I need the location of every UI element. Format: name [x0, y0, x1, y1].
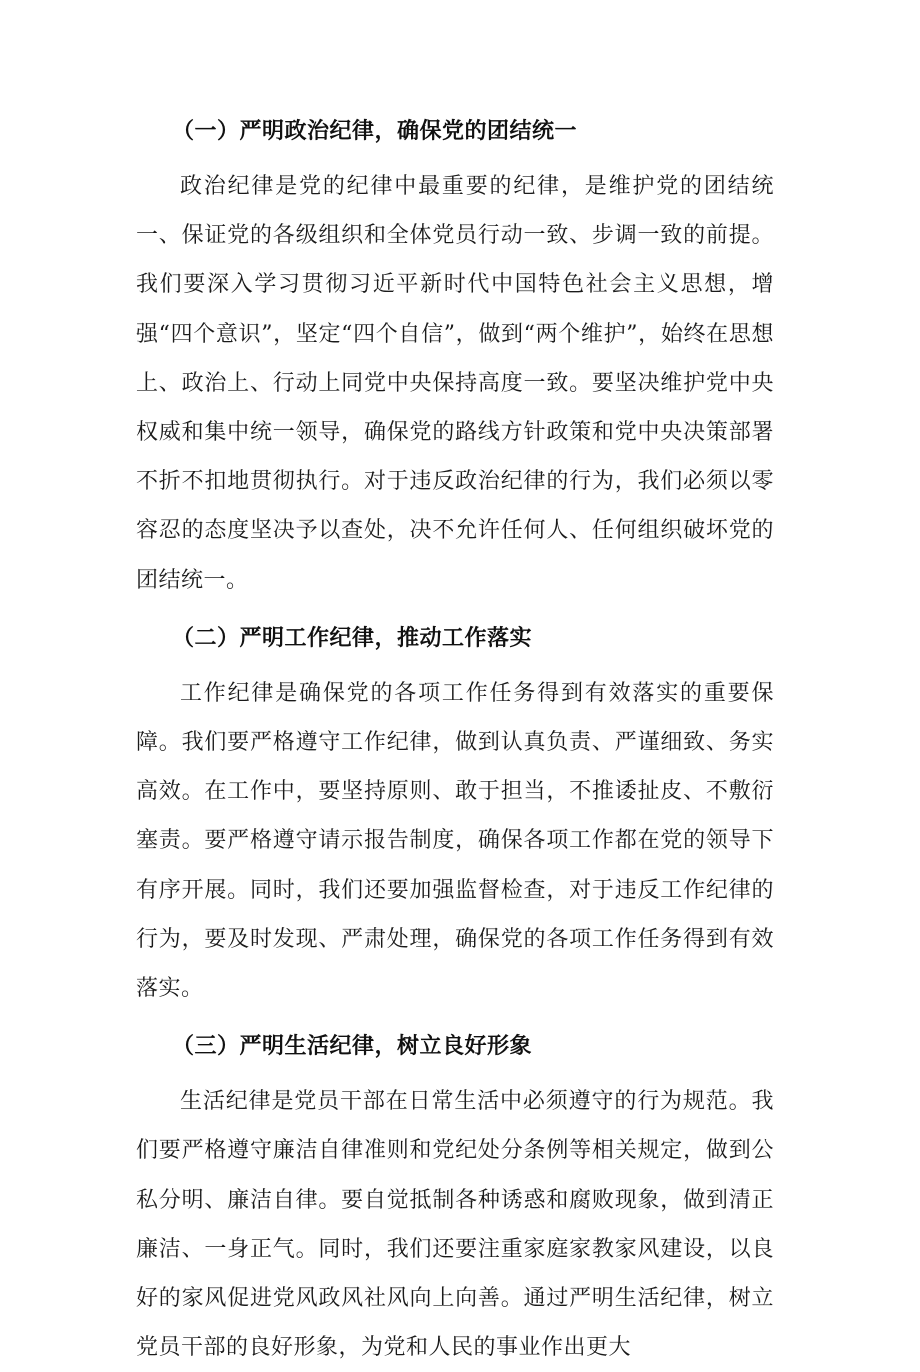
section-heading-political-discipline: （一）严明政治纪律，确保党的团结统一	[172, 119, 578, 144]
section-heading-work-discipline: （二）严明工作纪律，推动工作落实	[172, 625, 533, 651]
section-body-life-discipline: 生活纪律是党员干部在日常生活中必须遵守的行为规范。我们要严格遵守廉洁自律准则和党纪处分条例等相关规定，做到公私分明、廉洁自律。要自觉抵制各种诱惑和腐败现象，做到清正廉洁、一身正气。同时，我们还要注重家庭家教家风建设，以良好的家风促进党风政风社风向上向善。通过严明生活纪律，树立党员干部的良好形象，为党和人民的事业作出更大	[136, 1089, 774, 1361]
section-body-work-discipline: 工作纪律是确保党的各项工作任务得到有效落实的重要保障。我们要严格遵守工作纪律，做到认真负责、严谨细致、务实高效。在工作中，要坚持原则、敢于担当，不推诿扯皮、不敷衍塞责。要严格遵守请示报告制度，确保各项工作都在党的领导下有序开展。同时，我们还要加强监督检查，对于违反工作纪律的行为，要及时发现、严肃处理，确保党的各项工作任务得到有效落实。	[136, 680, 774, 1002]
section-heading-life-discipline: （三）严明生活纪律，树立良好形象	[172, 1034, 533, 1060]
section-body-political-discipline: 政治纪律是党的纪律中最重要的纪律，是维护党的团结统一、保证党的各级组织和全体党员行动一致、步调一致的前提。我们要深入学习贯彻习近平新时代中国特色社会主义思想，增强“四个意识”，坚定“四个自信”，做到“两个维护”，始终在思想上、政治上、行动上同党中央保持高度一致。要坚决维护党中央权威和集中统一领导，确保党的路线方针政策和党中央决策部署不折不扣地贯彻执行。对于违反政治纪律的行为，我们必须以零容忍的态度坚决予以查处，决不允许任何人、任何组织破坏党的团结统一。	[136, 174, 774, 593]
